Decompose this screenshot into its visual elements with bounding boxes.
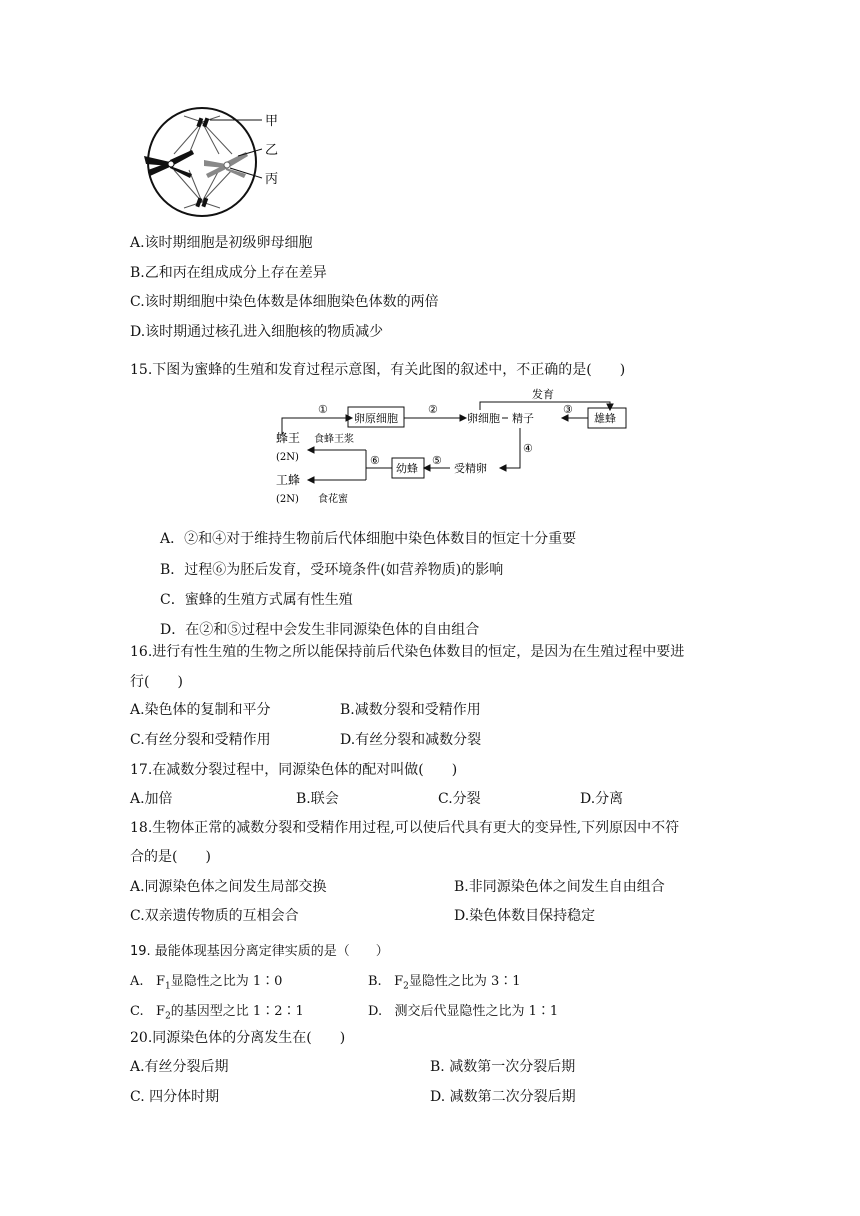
q19-option-a: A. $F_1$显隐性之比为 1∶0: [130, 974, 283, 992]
q20-option-a: A.有丝分裂后期: [130, 1059, 229, 1075]
q15-option-d: D．在②和⑤过程中会发生非同源染色体的自由组合: [160, 622, 480, 638]
bee-reproduction-diagram: [270, 380, 630, 510]
q14-option-c: C.该时期细胞中染色体数是体细胞染色体数的两倍: [130, 294, 439, 310]
q18-stem-line2: 合的是( ): [130, 849, 211, 865]
q15-option-b: B．过程⑥为胚后发育，受环境条件(如营养物质)的影响: [160, 562, 504, 578]
q20-stem: 20.同源染色体的分离发生在( ): [130, 1030, 346, 1046]
step-3: ③: [563, 403, 573, 416]
label-worker: 工蜂: [276, 473, 301, 487]
step-5: ⑤: [432, 454, 442, 467]
step-2: ②: [428, 403, 438, 416]
label-queen: 蜂王: [276, 431, 301, 445]
label-yi: 乙: [265, 143, 279, 158]
step-6: ⑥: [370, 454, 380, 467]
q20-option-d: D. 减数第二次分裂后期: [430, 1089, 576, 1105]
q19-option-c: C. $F_2$的基因型之比 1∶2∶1: [130, 1004, 304, 1022]
q18-option-d: D.染色体数目保持稳定: [454, 908, 596, 924]
q17-option-b: B.联会: [296, 791, 339, 807]
q14-option-a: A.该时期细胞是初级卵母细胞: [130, 235, 313, 251]
q16-option-c: C.有丝分裂和受精作用: [130, 732, 271, 748]
q20-option-b: B. 减数第一次分裂后期: [430, 1059, 576, 1075]
label-jia: 甲: [265, 114, 279, 129]
q14-option-d: D.该时期通过核孔进入细胞核的物质减少: [130, 324, 384, 340]
q19-option-b: B. $F_2$显隐性之比为 3∶1: [368, 974, 521, 992]
q18-option-b: B.非同源染色体之间发生自由组合: [454, 879, 665, 895]
q18-stem-line1: 18.生物体正常的减数分裂和受精作用过程,可以使后代具有更大的变异性,下列原因中不符: [130, 820, 680, 836]
cell-division-figure: [134, 104, 294, 222]
q18-option-c: C.双亲遗传物质的互相会合: [130, 908, 299, 924]
step-1: ①: [318, 403, 328, 416]
label-sperm: 精子: [512, 412, 534, 425]
q19-option-d: D. 测交后代显隐性之比为 1∶1: [368, 1004, 559, 1019]
box-larva: 幼蜂: [396, 462, 418, 475]
q20-option-c: C. 四分体时期: [130, 1089, 220, 1105]
q15-option-a: A．②和④对于维持生物前后代体细胞中染色体数目的恒定十分重要: [160, 531, 577, 547]
q17-option-d: D.分离: [580, 791, 624, 807]
q16-option-a: A.染色体的复制和平分: [130, 702, 271, 718]
label-egg-cell: 卵细胞: [467, 412, 500, 425]
q17-option-c: C.分裂: [438, 791, 481, 807]
q16-option-d: D.有丝分裂和减数分裂: [340, 732, 482, 748]
label-bing: 丙: [265, 172, 279, 187]
q15-stem: 15.下图为蜜蜂的生殖和发育过程示意图，有关此图的叙述中，不正确的是( ): [130, 362, 626, 378]
box-drone: 雄蜂: [594, 412, 616, 425]
q16-stem-line2: 行( ): [130, 674, 183, 690]
q17-option-a: A.加倍: [130, 791, 173, 807]
label-royal-jelly: 食蜂王浆: [314, 434, 354, 445]
label-worker-ploidy: (2N): [276, 494, 299, 505]
label-zygote: 受精卵: [454, 462, 487, 475]
label-development: 发育: [532, 388, 554, 401]
q14-option-b: B.乙和丙在组成成分上存在差异: [130, 265, 327, 281]
q17-stem: 17.在减数分裂过程中，同源染色体的配对叫做( ): [130, 762, 458, 778]
label-queen-ploidy: (2N): [276, 452, 299, 463]
label-pollen-food: 食花蜜: [318, 494, 348, 505]
step-4: ④: [523, 442, 533, 455]
q16-option-b: B.减数分裂和受精作用: [340, 702, 481, 718]
box-egg-mother-cell: 卵原细胞: [354, 412, 398, 425]
q18-option-a: A.同源染色体之间发生局部交换: [130, 879, 327, 895]
q16-stem-line1: 16.进行有性生殖的生物之所以能保持前后代染色体数目的恒定，是因为在生殖过程中要进: [130, 644, 685, 660]
q19-stem: 19. 最能体现基因分离定律实质的是（ ）: [130, 944, 389, 959]
q15-option-c: C．蜜蜂的生殖方式属有性生殖: [160, 592, 353, 608]
